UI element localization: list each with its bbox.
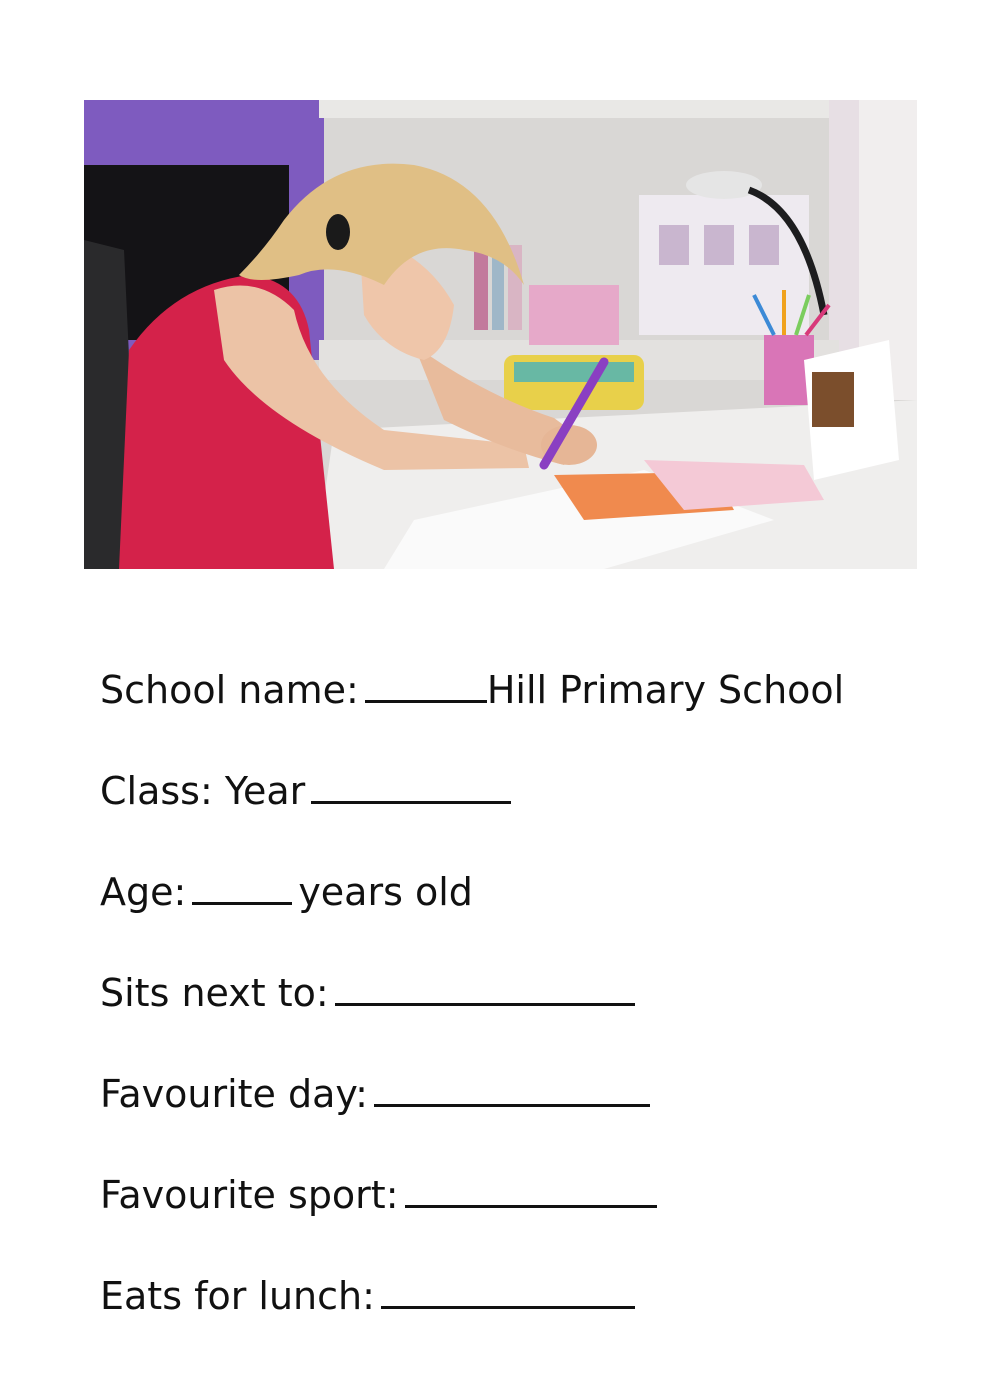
photo-girl-writing-at-desk [84, 100, 917, 569]
field-favourite-day [100, 1064, 960, 1165]
field-label: School name: [100, 668, 359, 712]
favourite-sport-blank[interactable] [405, 1165, 657, 1208]
field-suffix: years old [298, 870, 473, 914]
field-favourite-sport [100, 1165, 960, 1266]
field-label: Favourite sport: [100, 1173, 399, 1217]
field-age [100, 862, 960, 963]
field-label: Sits next to: [100, 971, 329, 1015]
field-label: Class: Year [100, 769, 306, 813]
field-sits-next-to [100, 963, 960, 1064]
sits-next-to-blank[interactable] [335, 963, 635, 1006]
school-name-blank[interactable] [365, 660, 487, 703]
field-label: Eats for lunch: [100, 1274, 375, 1318]
field-class-year [100, 761, 960, 862]
profile-form [100, 660, 960, 1367]
eats-for-lunch-blank[interactable] [381, 1266, 635, 1309]
field-eats-for-lunch [100, 1266, 960, 1367]
field-school-name [100, 660, 960, 761]
photo-illustration [84, 100, 917, 569]
age-blank[interactable] [192, 862, 292, 905]
class-year-blank[interactable] [311, 761, 511, 804]
field-label: Favourite day: [100, 1072, 368, 1116]
field-label: Age: [100, 870, 187, 914]
field-suffix: Hill Primary School [486, 668, 845, 712]
favourite-day-blank[interactable] [374, 1064, 650, 1107]
